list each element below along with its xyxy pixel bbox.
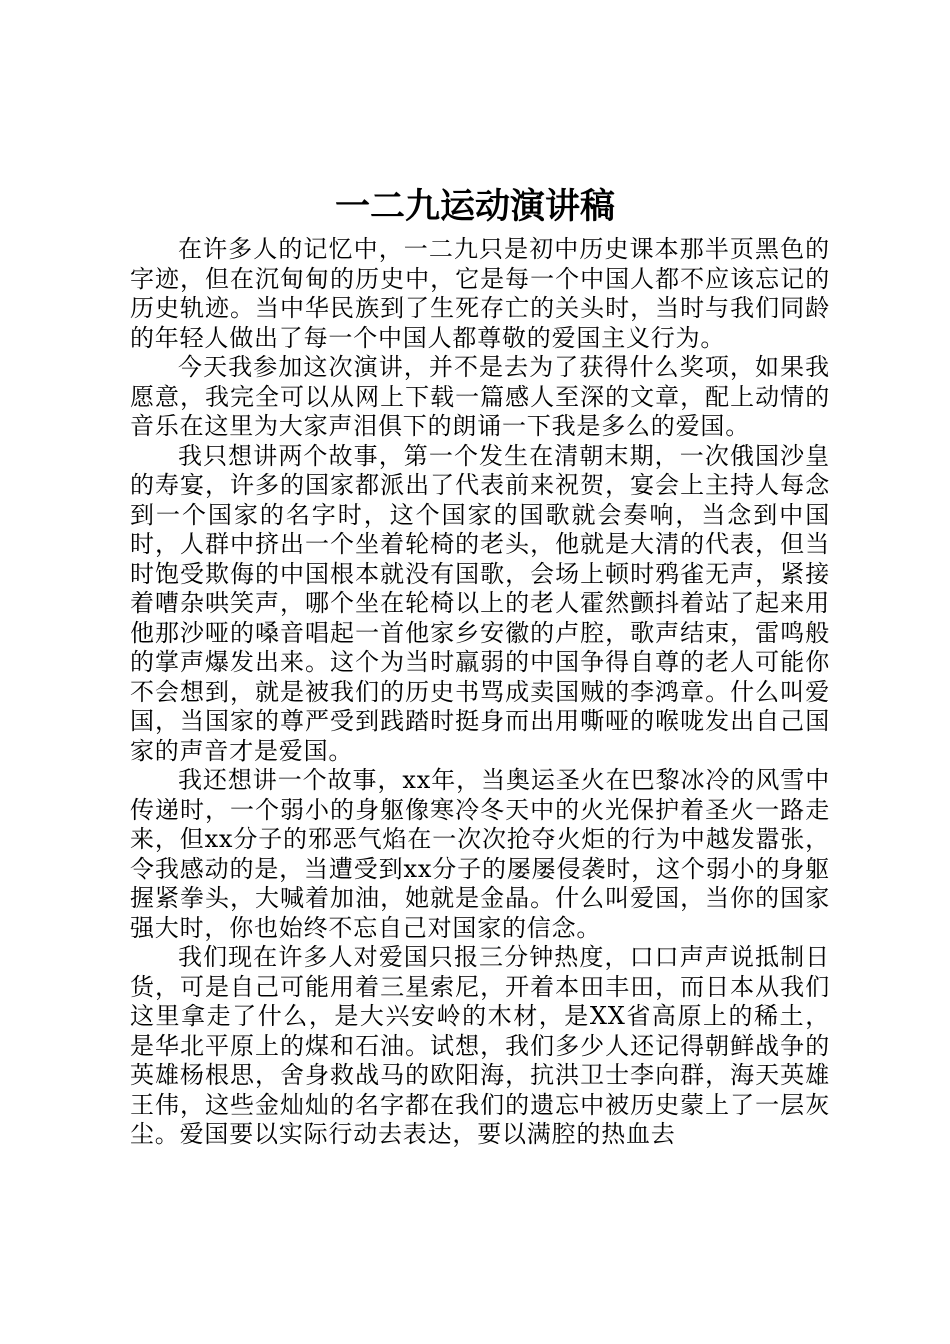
paragraph: 今天我参加这次演讲，并不是去为了获得什么奖项，如果我愿意，我完全可以从网上下载一篇感人至深的文章，配上动情的音乐在这里为大家声泪俱下的朗诵一下我是多么的爱国。	[130, 353, 830, 440]
paragraph: 我只想讲两个故事，第一个发生在清朝末期，一次俄国沙皇的寿宴，许多的国家都派出了代表前来祝贺，宴会上主持人每念到一个国家的名字时，这个国家的国歌就会奏响，当念到中国时，人群中挤出一个坐着轮椅的老头，他就是大清的代表，但当时饱受欺侮的中国根本就没有国歌，会场上顿时鸦雀无声，紧接着嘈杂哄笑声，哪个坐在轮椅以上的老人霍然颤抖着站了起来用他那沙哑的嗓音唱起一首他家乡安徽的卢腔，歌声结束，雷鸣般的掌声爆发出来。这个为当时羸弱的中国争得自尊的老人可能你不会想到，就是被我们的历史书骂成卖国贼的李鸿章。什么叫爱国，当国家的尊严受到践踏时挺身而出用嘶哑的喉咙发出自己国家的声音才是爱国。	[130, 441, 830, 765]
document-title: 一二九运动演讲稿	[334, 186, 615, 227]
paragraph: 我还想讲一个故事，xx年，当奥运圣火在巴黎冰冷的风雪中传递时，一个弱小的身躯像寒冷冬天中的火光保护着圣火一路走来，但xx分子的邪恶气焰在一次次抢夺火炬的行为中越发嚣张，令我感动的是，当遭受到xx分子的屡屡侵袭时，这个弱小的身躯握紧拳头，大喊着加油，她就是金晶。什么叫爱国，当你的国家强大时，你也始终不忘自己对国家的信念。	[130, 766, 830, 942]
document-body	[130, 235, 830, 1150]
paragraph: 我们现在许多人对爱国只报三分钟热度，口口声声说抵制日货，可是自己可能用着三星索尼，开着本田丰田，而日本从我们这里拿走了什么，是大兴安岭的木材，是XX省高原上的稀土，是华北平原上的煤和石油。试想，我们多少人还记得朝鲜战争的英雄杨根思，舍身救战马的欧阳海，抗洪卫士李向群，海天英雄王伟，这些金灿灿的名字都在我们的遗忘中被历史蒙上了一层灰尘。爱国要以实际行动去表达，要以满腔的热血去	[130, 943, 830, 1148]
paragraph: 在许多人的记忆中，一二九只是初中历史课本那半页黑色的字迹，但在沉甸甸的历史中，它是每一个中国人都不应该忘记的历史轨迹。当中华民族到了生死存亡的关头时，当时与我们同龄的年轻人做出了每一个中国人都尊敬的爱国主义行为。	[130, 235, 830, 352]
